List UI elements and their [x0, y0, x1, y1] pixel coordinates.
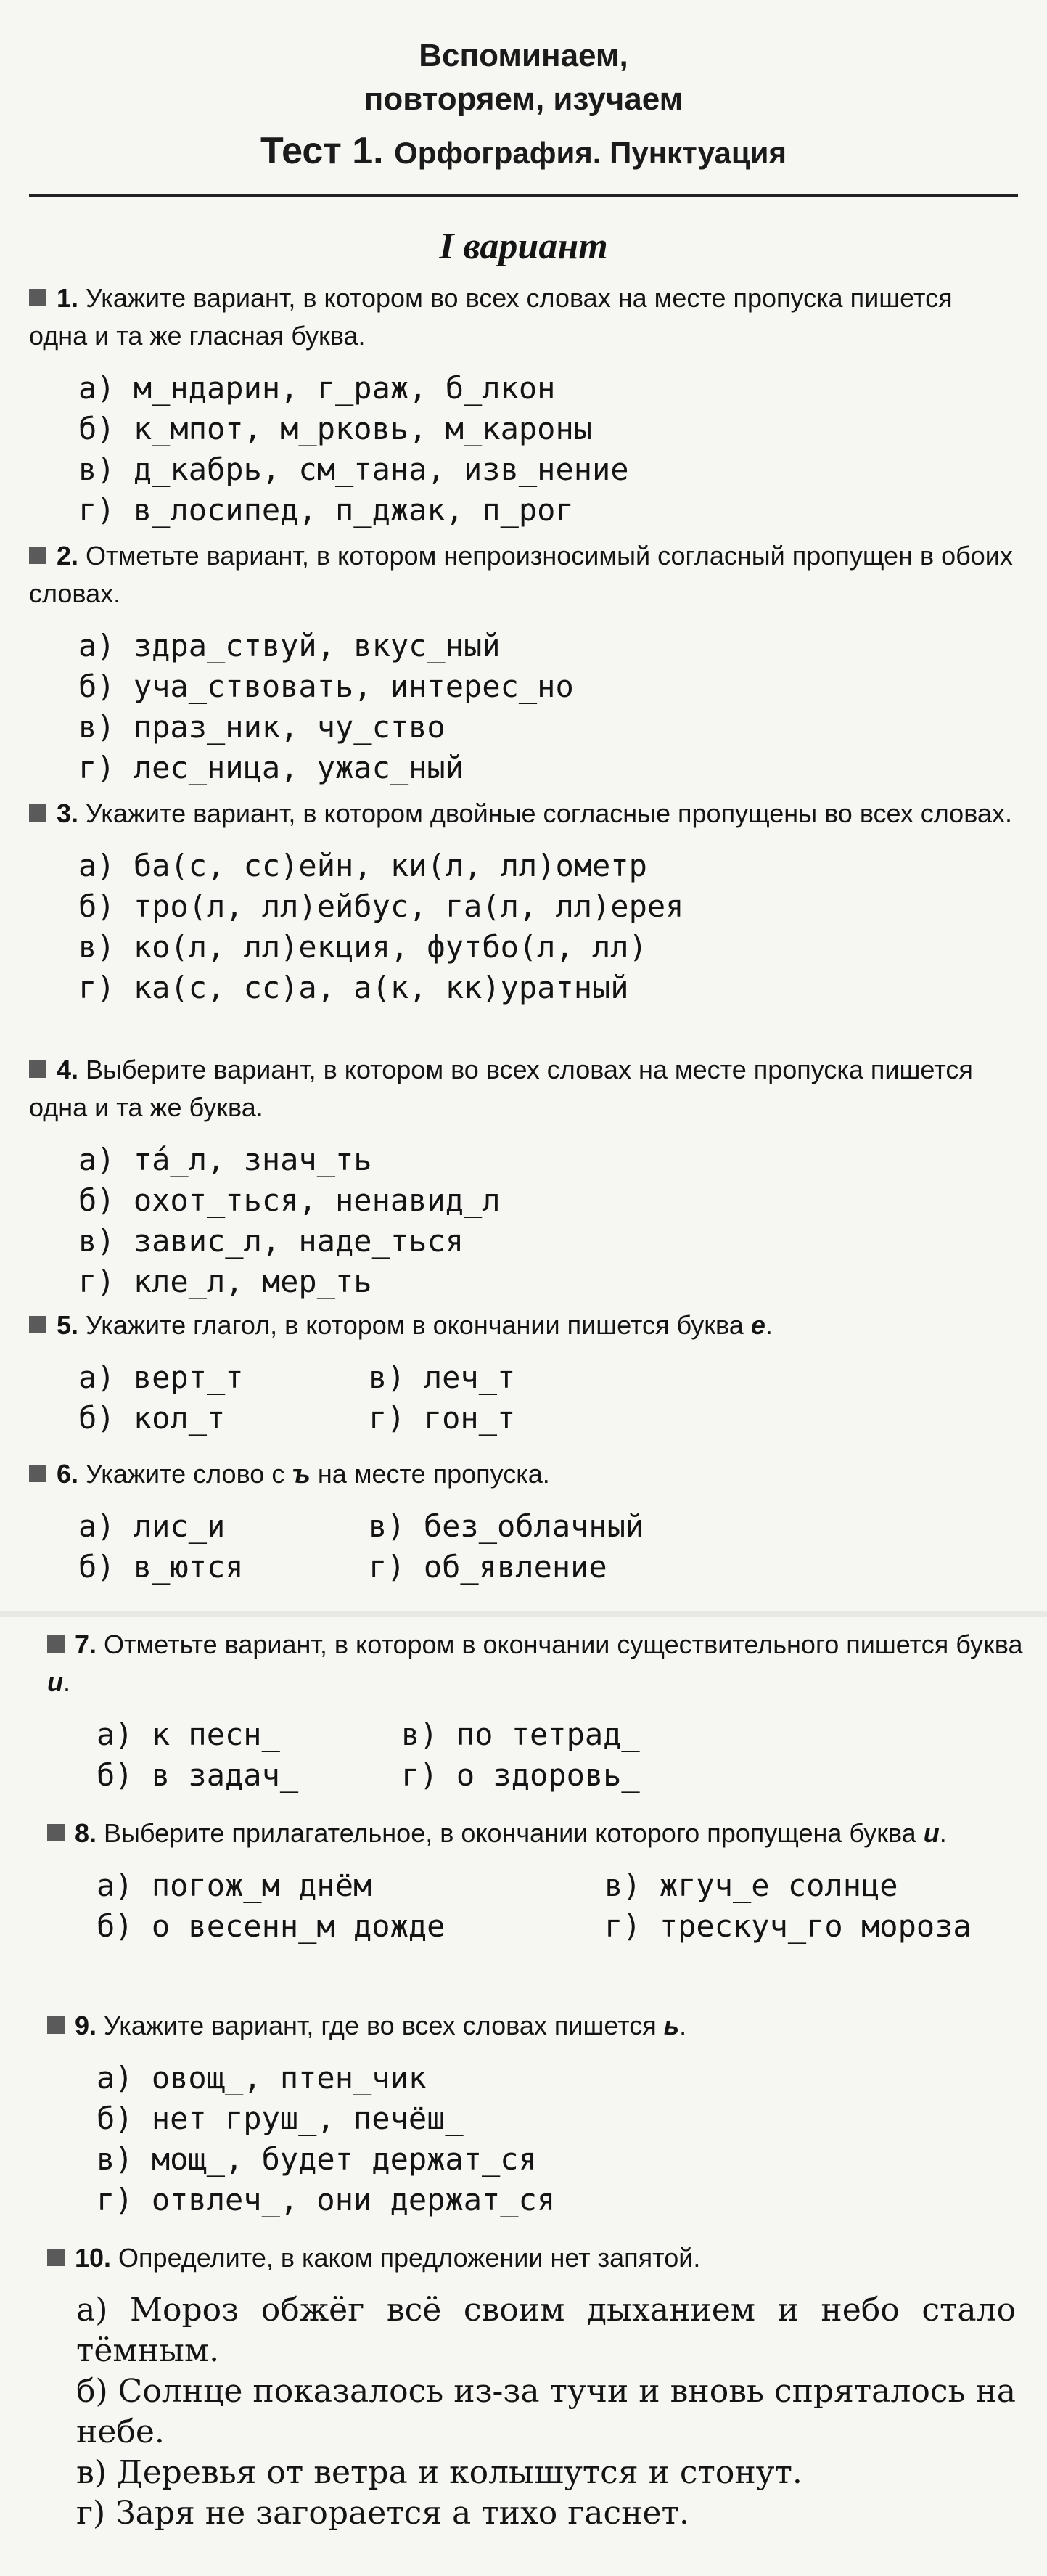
question-number: 5.: [57, 1310, 79, 1340]
answer-option: в) жгуч_е солнце: [604, 1868, 898, 1903]
highlighted-letter: и: [47, 1667, 63, 1697]
answer-option: а) верт_т: [78, 1359, 244, 1395]
answer-option: в) мощ_, будет держат_ся: [97, 2141, 537, 2177]
question-prompt: [29, 795, 1016, 833]
question-text-end: .: [679, 2011, 687, 2040]
answer-options: [29, 368, 1016, 531]
header-line-2: повторяем, изучаем: [364, 81, 683, 117]
question-9: [47, 2007, 1034, 2220]
header-line-1: Вспоминаем,: [419, 38, 628, 73]
question-5: [29, 1307, 1016, 1439]
question-text-end: .: [765, 1310, 773, 1340]
question-number: 1.: [57, 283, 79, 313]
question-number: 7.: [75, 1630, 97, 1659]
square-bullet-icon: [47, 1824, 65, 1841]
answer-option: б) в_ются: [78, 1549, 244, 1585]
highlighted-letter: е: [750, 1310, 765, 1340]
square-bullet-icon: [47, 2016, 65, 2034]
answer-options: [29, 1357, 1016, 1439]
question-number: 6.: [57, 1459, 79, 1489]
answer-option: б) охот_ться, ненавид_л: [78, 1182, 501, 1218]
question-prompt: [29, 1455, 1016, 1493]
answer-option: б) в задач_: [97, 1757, 299, 1793]
question-4: [29, 1051, 1016, 1302]
page-seam: [0, 1611, 1047, 1617]
question-3: [29, 795, 1016, 1008]
question-number: 10.: [75, 2243, 112, 2273]
answer-option: б) тро(л, лл)ейбус, га(л, лл)ерея: [78, 888, 684, 924]
question-text: Отметьте вариант, в котором непроизносимый согласный пропущен в обоих словах.: [29, 541, 1013, 608]
answer-options: [47, 1714, 1034, 1796]
answer-option: б) о весенн_м дожде: [97, 1908, 446, 1944]
answer-option: в) леч_т: [369, 1359, 516, 1395]
answer-option: б) нет груш_, печёш_: [97, 2101, 464, 2136]
question-8: [47, 1815, 1034, 1947]
answer-option: а) ба(с, сс)ейн, ки(л, лл)ометр: [78, 848, 647, 883]
question-text: Укажите слово с: [86, 1459, 285, 1489]
question-text: Укажите глагол, в котором в окончании пишется буква: [86, 1310, 744, 1340]
question-number: 2.: [57, 541, 79, 571]
variant-title: I вариант: [439, 226, 608, 267]
question-prompt: [29, 1307, 1016, 1344]
question-number: 8.: [75, 1818, 97, 1848]
answer-option: б) к_мпот, м_рковь, м_кароны: [78, 411, 593, 446]
question-6: [29, 1455, 1016, 1587]
square-bullet-icon: [29, 804, 46, 822]
answer-option: г) кле_л, мер_ть: [78, 1264, 372, 1299]
test-subject: Орфография. Пунктуация: [394, 136, 787, 170]
question-prompt: [29, 279, 1016, 355]
answer-option: б) уча_ствовать, интерес_но: [78, 668, 574, 704]
question-2: [29, 537, 1016, 788]
test-title: [0, 129, 1047, 173]
square-bullet-icon: [29, 1316, 46, 1333]
answer-options: [29, 1140, 1016, 1302]
question-1: [29, 279, 1016, 531]
answer-options: [47, 2058, 1034, 2220]
question-prompt: [47, 1626, 1034, 1701]
question-text: Отметьте вариант, в котором в окончании существительного пишется буква: [104, 1630, 1023, 1659]
question-10: [47, 2239, 1016, 2534]
question-text: Укажите вариант, в котором двойные согласные пропущены во всех словах.: [86, 798, 1012, 828]
answer-option: а) здра_ствуй, вкус_ный: [78, 628, 501, 663]
question-text-end: на месте пропуска.: [317, 1459, 550, 1489]
answer-option: г) отвлеч_, они держат_ся: [97, 2182, 556, 2217]
answer-option: в) д_кабрь, см_тана, изв_нение: [78, 451, 629, 487]
answer-option: а) та́_л, знач_ть: [78, 1142, 372, 1177]
question-text-end: .: [939, 1818, 947, 1848]
question-text: Укажите вариант, где во всех словах пишется: [104, 2011, 657, 2040]
answer-option: г) о здоровь_: [401, 1757, 640, 1793]
square-bullet-icon: [47, 1635, 65, 1653]
question-prompt: [47, 2239, 1016, 2277]
question-prompt: [47, 1815, 1034, 1852]
question-number: 4.: [57, 1055, 79, 1084]
answer-option: б) кол_т: [78, 1400, 226, 1436]
square-bullet-icon: [29, 1465, 46, 1482]
answer-option: г) об_явление: [369, 1549, 607, 1585]
square-bullet-icon: [29, 289, 46, 306]
answer-option: в) завис_л, наде_ться: [78, 1223, 464, 1259]
answer-option: г) ка(с, сс)а, а(к, кк)уратный: [78, 970, 629, 1005]
test-label: Тест 1.: [260, 130, 384, 172]
question-text: Укажите вариант, в котором во всех словах на месте пропуска пишется одна и та же гласная буква.: [29, 283, 953, 351]
highlighted-letter: ъ: [292, 1459, 311, 1489]
question-text-end: .: [63, 1667, 71, 1697]
question-text: Выберите вариант, в котором во всех словах на месте пропуска пишется одна и та же буква.: [29, 1055, 973, 1122]
answer-option: а) Мороз обжёг всё своим дыханием и небо стало тёмным.: [76, 2291, 1016, 2369]
highlighted-letter: и: [923, 1818, 940, 1848]
answer-options: [29, 626, 1016, 788]
answer-option: а) к песн_: [97, 1717, 280, 1752]
answer-option: г) гон_т: [369, 1400, 516, 1436]
answer-options: [29, 846, 1016, 1008]
highlighted-letter: ь: [663, 2011, 680, 2040]
square-bullet-icon: [29, 547, 46, 564]
question-text: Выберите прилагательное, в окончании которого пропущена буква: [104, 1818, 916, 1848]
square-bullet-icon: [29, 1060, 46, 1078]
answer-option: г) лес_ница, ужас_ный: [78, 750, 464, 785]
question-prompt: [29, 537, 1016, 613]
answer-option: в) ко(л, лл)екция, футбо(л, лл): [78, 929, 647, 965]
answer-option: в) праз_ник, чу_ство: [78, 709, 446, 745]
answer-option: г) трескуч_го мороза: [604, 1908, 972, 1944]
square-bullet-icon: [47, 2249, 65, 2266]
answer-option: а) лис_и: [78, 1508, 226, 1544]
answer-option: а) овощ_, птен_чик: [97, 2060, 427, 2095]
question-text: Определите, в каком предложении нет запятой.: [118, 2243, 701, 2273]
answer-options: [47, 2290, 1016, 2534]
answer-option: б) Солнце показалось из-за тучи и вновь спряталось на небе.: [76, 2373, 1016, 2450]
answer-options: [29, 1506, 1016, 1587]
header-divider: [29, 194, 1018, 197]
question-prompt: [47, 2007, 1034, 2045]
question-number: 3.: [57, 798, 79, 828]
answer-option: г) в_лосипед, п_джак, п_рог: [78, 492, 574, 528]
answer-option: а) погож_м днём: [97, 1868, 372, 1903]
question-prompt: [29, 1051, 1016, 1127]
question-number: 9.: [75, 2011, 97, 2040]
answer-option: в) по тетрад_: [401, 1717, 640, 1752]
question-7: [47, 1626, 1034, 1796]
answer-option: г) Заря не загорается а тихо гаснет.: [76, 2495, 689, 2532]
answer-options: [47, 1865, 1034, 1947]
answer-option: а) м_ндарин, г_раж, б_лкон: [78, 370, 556, 406]
answer-option: в) без_облачный: [369, 1508, 644, 1544]
answer-option: в) Деревья от ветра и колышутся и стонут.: [76, 2454, 802, 2491]
